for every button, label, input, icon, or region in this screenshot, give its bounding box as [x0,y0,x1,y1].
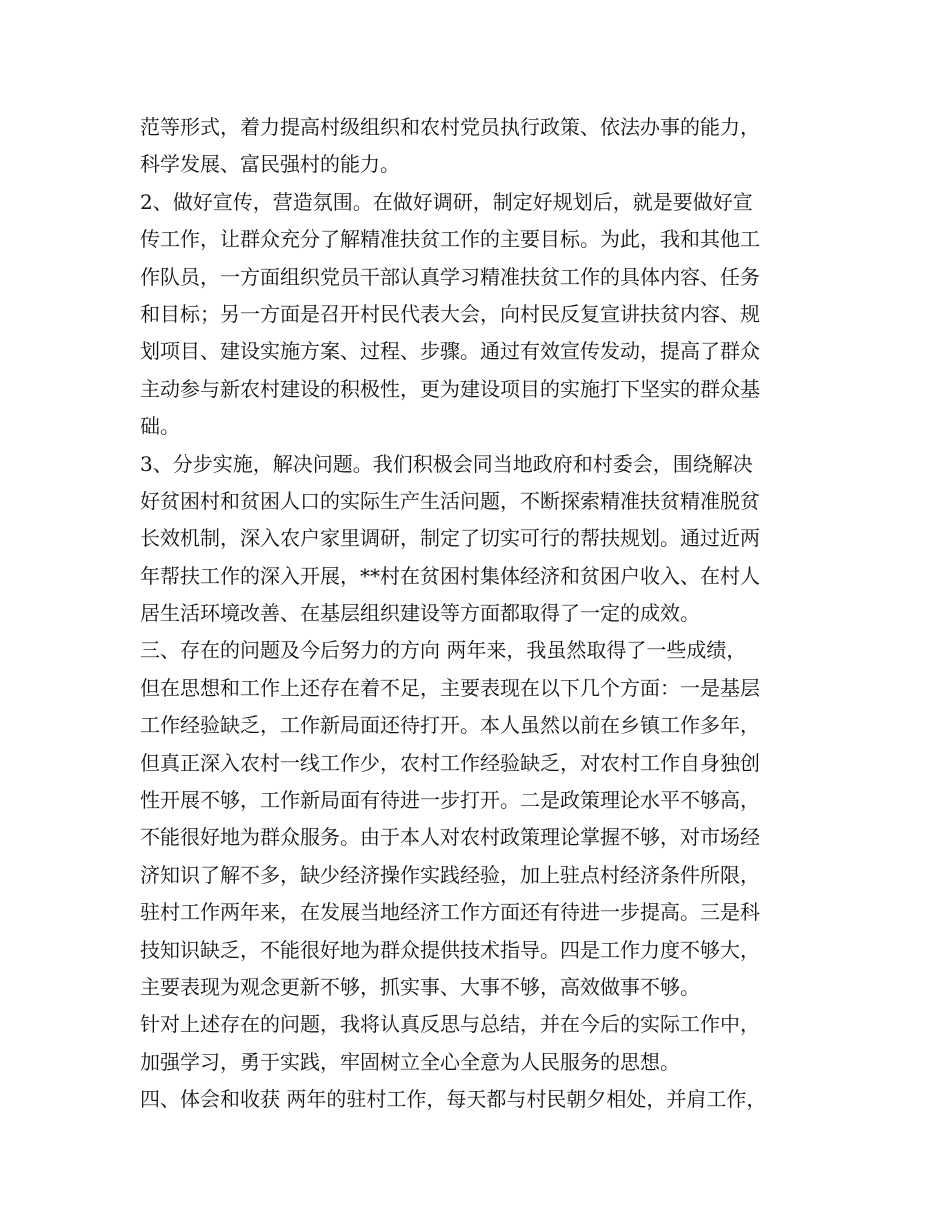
text-line: 础。 [140,414,180,439]
text-line: 划项目、建设实施方案、过程、步骤。通过有效宣传发动，提高了群众 [140,339,760,364]
text-line: 技知识缺乏，不能很好地为群众提供技术指导。四是工作力度不够大， [140,937,760,962]
text-line: 工作经验缺乏，工作新局面还待打开。本人虽然以前在乡镇工作多年， [140,713,760,738]
text-line: 2、做好宣传，营造氛围。在做好调研，制定好规划后，就是要做好宣 [140,189,753,214]
text-line: 和目标；另一方面是召开村民代表大会，向村民反复宣讲扶贫内容、规 [140,301,760,326]
text-line: 四、体会和收获 两年的驻村工作，每天都与村民朝夕相处，并肩工作， [140,1087,767,1112]
text-line: 年帮扶工作的深入开展，**村在贫困村集体经济和贫困户收入、在村人 [140,563,760,588]
text-line: 驻村工作两年来，在发展当地经济工作方面还有待进一步提高。三是科 [140,900,760,925]
text-line: 但真正深入农村一线工作少，农村工作经验缺乏，对农村工作自身独创 [140,750,760,775]
text-line: 范等形式，着力提高村级组织和农村党员执行政策、依法办事的能力， [140,115,760,139]
text-line: 传工作，让群众充分了解精准扶贫工作的主要目标。为此，我和其他工 [140,227,760,252]
text-line: 好贫困村和贫困人口的实际生产生活问题，不断探索精准扶贫精准脱贫 [140,488,760,513]
text-line: 三、存在的问题及今后努力的方向 两年来，我虽然取得了一些成绩， [140,638,747,663]
text-line: 济知识了解不多，缺少经济操作实践经验，加上驻点村经济条件所限， [140,862,760,887]
text-line: 加强学习，勇于实践，牢固树立全心全意为人民服务的思想。 [140,1049,680,1074]
text-line: 居生活环境改善、在基层组织建设等方面都取得了一定的成效。 [140,601,700,626]
text-line: 3、分步实施，解决问题。我们积极会同当地政府和村委会，围绕解决 [140,451,753,476]
text-line: 针对上述存在的问题，我将认真反思与总结，并在今后的实际工作中， [140,1012,760,1037]
text-line: 科学发展、富民强村的能力。 [140,152,400,177]
text-line: 长效机制，深入农户家里调研，制定了切实可行的帮扶规划。通过近两 [140,526,760,551]
document-body [140,109,830,1119]
text-line: 主动参与新农村建设的积极性，更为建设项目的实施打下坚实的群众基 [140,376,760,401]
text-line: 但在思想和工作上还存在着不足，主要表现在以下几个方面：一是基层 [140,675,760,700]
text-line: 性开展不够，工作新局面有待进一步打开。二是政策理论水平不够高， [140,788,760,813]
text-line: 作队员，一方面组织党员干部认真学习精准扶贫工作的具体内容、任务 [140,264,760,289]
text-line: 主要表现为观念更新不够，抓实事、大事不够，高效做事不够。 [140,974,700,999]
text-line: 不能很好地为群众服务。由于本人对农村政策理论掌握不够，对市场经 [140,825,760,850]
